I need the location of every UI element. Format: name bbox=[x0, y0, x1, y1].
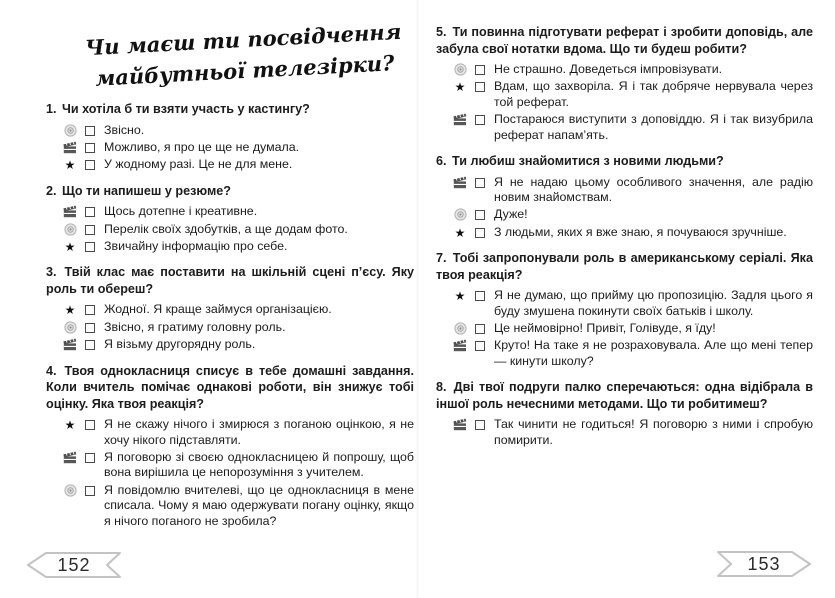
star-icon: ★ bbox=[454, 225, 466, 240]
answer-checkbox bbox=[85, 225, 95, 235]
answer-checkbox bbox=[85, 207, 95, 217]
answer-checkbox bbox=[85, 323, 95, 333]
answer-text: Круто! На таке я не розраховувала. Але що мені тепер — кинути школу? bbox=[494, 338, 813, 368]
answer-text: Вдам, що захворіла. Я і так добряче нервувала через той реферат. bbox=[494, 79, 813, 109]
question-number: 2. bbox=[46, 183, 57, 198]
answer-text: Не страшно. Доведеться імпровізувати. bbox=[494, 62, 723, 76]
question-text: 6. Ти любиш знайомитися з новими людьми? bbox=[436, 154, 724, 169]
star-icon: ★ bbox=[64, 158, 76, 173]
page-number-left: 152 bbox=[57, 554, 91, 575]
answer-text: Я повідомлю вчителеві, що це однокласниця в мене списала. Чому я маю одержувати погану оцінку, якщо я нічого поганого не зробила? bbox=[104, 482, 414, 528]
answer-row bbox=[62, 302, 414, 317]
answer-row bbox=[452, 225, 813, 240]
clapperboard-icon bbox=[62, 451, 78, 464]
question-text: 5. Ти повинна підготувати реферат і зробити доповідь, але забула свої нотатки вдома. Що ти будеш робити? bbox=[436, 25, 813, 56]
quiz-title-line1: Чи маєш ти посвідчення bbox=[84, 18, 402, 61]
answer-checkbox bbox=[85, 420, 95, 430]
answer-list bbox=[62, 123, 414, 173]
disc-icon bbox=[62, 321, 78, 334]
question-text: 4. Твоя однокласниця списує в тебе домашні завдання. Коли вчитель помічає однакові роботи, він знижує тобі оцінку. Яка твоя реакція? bbox=[46, 363, 414, 411]
disc-icon bbox=[62, 124, 78, 137]
question bbox=[46, 101, 414, 173]
answer-checkbox bbox=[85, 453, 95, 463]
answer-row bbox=[62, 123, 414, 138]
clapperboard-icon bbox=[452, 176, 468, 189]
answer-row bbox=[62, 157, 414, 172]
answer-row bbox=[62, 239, 414, 254]
answer-text: Я поговорю зі своєю однокласницею й попрошу, щоб вона вирішила це непорозуміння з учителем. bbox=[104, 449, 414, 480]
star-icon: ★ bbox=[454, 289, 466, 304]
answer-list bbox=[452, 417, 813, 448]
answer-row bbox=[452, 338, 813, 369]
answer-list bbox=[62, 204, 414, 254]
answer-text: Постараюся виступити з доповіддю. Я і так визубрила реферат напам’ять. bbox=[494, 112, 813, 142]
answer-text: Щось дотепне і креативне. bbox=[104, 204, 258, 219]
answer-row bbox=[62, 337, 414, 352]
answer-checkbox bbox=[85, 143, 95, 153]
question-number: 5. bbox=[436, 25, 447, 39]
answer-checkbox bbox=[475, 420, 485, 430]
answer-list bbox=[62, 417, 414, 529]
answer-text: Перелік своїх здобутків, а ще додам фото. bbox=[104, 221, 348, 236]
star-icon: ★ bbox=[64, 418, 76, 433]
answer-row bbox=[452, 175, 813, 206]
disc-icon bbox=[452, 322, 468, 335]
star-icon: ★ bbox=[64, 240, 76, 255]
answer-text: Я не скажу нічого і змирюся з поганою оцінкою, я не хочу нікого підставляти. bbox=[104, 417, 414, 447]
answer-text: Я не думаю, що прийму цю пропозицію. Задля цього я буду змушена покинути своїх батьків і школу. bbox=[494, 288, 813, 318]
answer-row bbox=[452, 321, 813, 336]
answer-checkbox bbox=[85, 126, 95, 136]
answer-list bbox=[62, 302, 414, 352]
question bbox=[436, 153, 813, 240]
disc-icon bbox=[452, 208, 468, 221]
clapperboard-icon bbox=[62, 141, 78, 154]
answer-checkbox bbox=[475, 341, 485, 351]
answer-checkbox bbox=[475, 82, 485, 92]
answer-row bbox=[62, 450, 414, 481]
questions-left bbox=[46, 101, 414, 529]
answer-row bbox=[62, 222, 414, 237]
question bbox=[46, 363, 414, 529]
answer-row bbox=[62, 483, 414, 529]
question bbox=[46, 183, 414, 255]
answer-checkbox bbox=[475, 115, 485, 125]
question-number: 1. bbox=[46, 102, 57, 116]
answer-row bbox=[452, 112, 813, 143]
clapperboard-icon bbox=[62, 338, 78, 351]
answer-text: Дуже! bbox=[494, 207, 528, 222]
answer-checkbox bbox=[85, 486, 95, 496]
answer-row bbox=[452, 288, 813, 319]
answer-checkbox bbox=[85, 305, 95, 315]
question-number: 6. bbox=[436, 154, 447, 169]
answer-text: З людьми, яких я вже знаю, я почуваюся зручніше. bbox=[494, 224, 787, 239]
answer-checkbox bbox=[85, 340, 95, 350]
answer-text: Звичайну інформацію про себе. bbox=[104, 239, 288, 254]
star-icon: ★ bbox=[64, 303, 76, 318]
question bbox=[436, 379, 813, 448]
clapperboard-icon bbox=[452, 418, 468, 431]
answer-row bbox=[452, 417, 813, 448]
answer-text: Я візьму другорядну роль. bbox=[104, 337, 256, 352]
answer-list bbox=[452, 288, 813, 369]
page-number-banner-right bbox=[716, 549, 812, 579]
book-spine-divider bbox=[416, 0, 419, 598]
questions-right bbox=[436, 24, 813, 448]
answer-checkbox bbox=[475, 291, 485, 301]
question-number: 3. bbox=[46, 265, 57, 280]
answer-checkbox bbox=[475, 228, 485, 238]
answer-row bbox=[62, 140, 414, 155]
question-number: 8. bbox=[436, 380, 447, 395]
answer-row bbox=[452, 62, 813, 77]
quiz-title bbox=[79, 15, 410, 94]
answer-text: У жодному разі. Це не для мене. bbox=[104, 157, 293, 172]
answer-checkbox bbox=[475, 178, 485, 188]
answer-checkbox bbox=[85, 242, 95, 252]
page-right bbox=[436, 0, 813, 458]
page-left bbox=[46, 0, 414, 539]
answer-checkbox bbox=[85, 160, 95, 170]
page-number-right: 153 bbox=[747, 553, 781, 574]
page-number-banner-left bbox=[26, 550, 122, 580]
clapperboard-icon bbox=[62, 205, 78, 218]
answer-text: Звісно. bbox=[104, 122, 145, 137]
answer-list bbox=[452, 62, 813, 143]
question-text: 7. Тобі запропонували роль в американському серіалі. Яка твоя реакція? bbox=[436, 251, 813, 282]
answer-list bbox=[452, 175, 813, 241]
star-icon: ★ bbox=[454, 80, 466, 95]
answer-checkbox bbox=[475, 65, 485, 75]
answer-text: Можливо, я про це ще не думала. bbox=[104, 139, 300, 154]
answer-row bbox=[452, 79, 813, 110]
disc-icon bbox=[62, 223, 78, 236]
answer-text: Звісно, я гратиму головну роль. bbox=[104, 319, 286, 334]
answer-checkbox bbox=[475, 324, 485, 334]
answer-row bbox=[62, 320, 414, 335]
question-text: 2. Що ти напишеш у резюме? bbox=[46, 183, 231, 198]
disc-icon bbox=[62, 484, 78, 497]
question-text: 1. Чи хотіла б ти взяти участь у кастингу? bbox=[46, 102, 310, 116]
question bbox=[46, 264, 414, 352]
answer-text: Я не надаю цьому особливого значення, але радію новим знайомствам. bbox=[494, 174, 813, 204]
answer-checkbox bbox=[475, 210, 485, 220]
disc-icon bbox=[452, 63, 468, 76]
question-text: 8. Дві твої подруги палко сперечаються: одна відібрала в іншої роль нечесними методами. Що ти робитимеш? bbox=[436, 380, 813, 411]
question-number: 4. bbox=[46, 363, 57, 378]
question-text: 3. Твій клас має поставити на шкільній сцені п’єсу. Яку роль ти обереш? bbox=[46, 265, 414, 296]
answer-row bbox=[62, 204, 414, 219]
question bbox=[436, 250, 813, 369]
question-number: 7. bbox=[436, 251, 447, 266]
quiz-title-line2: майбутньої телезірки? bbox=[94, 50, 395, 91]
question bbox=[436, 24, 813, 143]
answer-row bbox=[62, 417, 414, 448]
answer-text: Жодної. Я краще займуся організацією. bbox=[104, 302, 332, 317]
answer-row bbox=[452, 207, 813, 222]
clapperboard-icon bbox=[452, 339, 468, 352]
answer-text: Так чинити не годиться! Я поговорю з ними і спробую помирити. bbox=[494, 417, 813, 447]
answer-text: Це неймовірно! Привіт, Голівуде, я їду! bbox=[494, 320, 716, 335]
clapperboard-icon bbox=[452, 113, 468, 126]
